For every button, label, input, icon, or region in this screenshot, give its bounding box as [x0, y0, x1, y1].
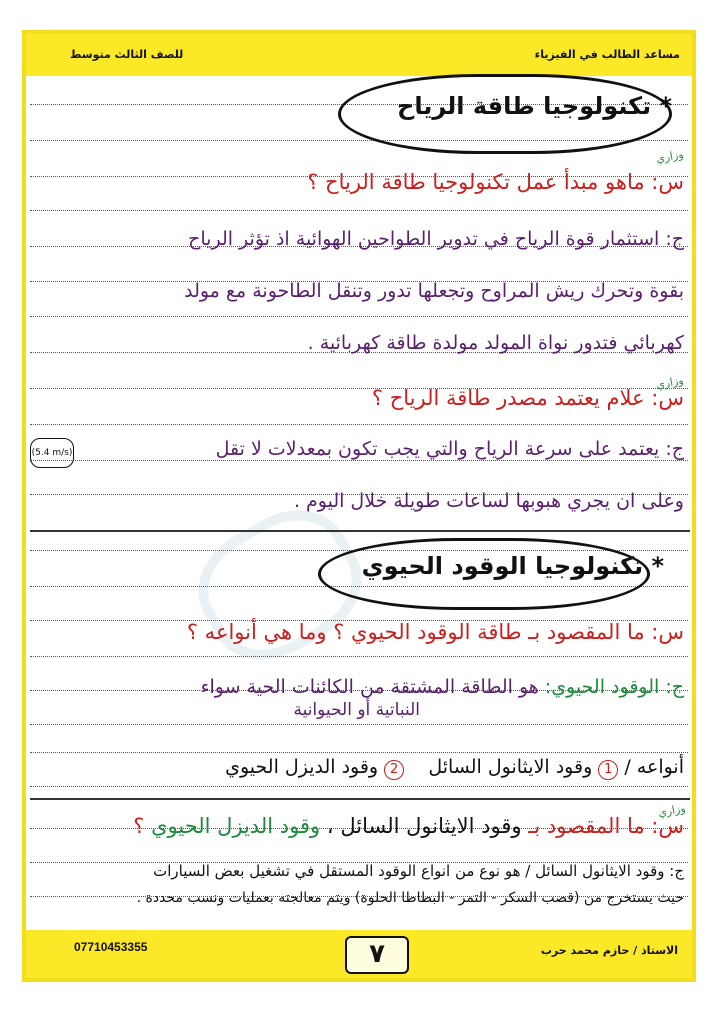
phone-number: 07710453355: [74, 940, 148, 954]
answer-line: بقوة وتحرك ريش المراوح وتجعلها تدور وتنقل الطاحونة مع مولد: [184, 280, 684, 302]
wizari-tag: وزاري: [657, 801, 687, 820]
answer-line: [201, 676, 684, 698]
header-grade: للصف الثالث متوسط: [70, 48, 184, 61]
answer-line: كهربائي فتدور نواة المولد مولدة طاقة كهربائية .: [307, 332, 684, 354]
wizari-tag: وزاري: [655, 373, 685, 392]
question-term: وقود الديزل الحيوي: [151, 814, 321, 838]
speed-fraction: (5.4 m/s): [30, 438, 74, 468]
page-number: ٧: [345, 936, 409, 974]
section-title: * تكنولوجيا طاقة الرياح: [397, 92, 672, 120]
answer-line: النباتية أو الحيوانية: [293, 700, 420, 720]
question-mark: ؟: [133, 814, 145, 838]
number-badge: 2: [384, 760, 404, 780]
type-item: وقود الايثانول السائل: [428, 756, 593, 778]
question: س: ماهو مبدأ عمل تكنولوجيا طاقة الرياح ؟: [307, 170, 684, 194]
wizari-tag: وزاري: [655, 147, 685, 166]
question: [133, 814, 684, 838]
header-subject: مساعد الطالب في الفيزياء: [534, 48, 680, 61]
term: ج: الوقود الحيوي:: [544, 676, 684, 698]
answer-line: ج: استثمار قوة الرياح في تدوير الطواحين الهوائية اذ تؤثر الرياح: [188, 228, 684, 250]
answer-line: حيث يستخرج من (قصب السكر - التمر - البطاطا الحلوة) ويتم معالجته بعمليات ونسب محددة .: [136, 890, 684, 906]
definition: هو الطاقة المشتقة من الكائنات الحية سواء: [200, 676, 539, 698]
question: س: ما المقصود بـ طاقة الوقود الحيوي ؟ وما هي أنواعه ؟: [186, 620, 684, 644]
section-divider: [30, 530, 690, 532]
section-divider: [30, 798, 690, 800]
number-badge: 1: [598, 760, 618, 780]
page-header: [26, 34, 692, 76]
question-term: وقود الايثانول السائل ،: [326, 814, 522, 838]
question: س: علام يعتمد مصدر طاقة الرياح ؟: [371, 386, 684, 410]
answer-line: وعلى ان يجري هبوبها لساعات طويلة خلال اليوم .: [293, 490, 684, 512]
types-line: [225, 756, 684, 780]
types-label: أنواعه /: [624, 756, 684, 778]
section-title: * تكنولوجيا الوقود الحيوي: [361, 552, 664, 580]
answer-line: ج: وقود الايثانول السائل / هو نوع من انواع الوقود المستقل في تشغيل بعض السيارات: [153, 862, 684, 880]
answer-line: ج: يعتمد على سرعة الرياح والتي يجب تكون بمعدلات لا تقل: [215, 438, 684, 460]
type-item: وقود الديزل الحيوي: [225, 756, 379, 778]
question-prefix: س: ما المقصود بـ: [528, 814, 684, 838]
teacher-name: الاستاذ / حازم محمد حرب: [540, 944, 678, 957]
